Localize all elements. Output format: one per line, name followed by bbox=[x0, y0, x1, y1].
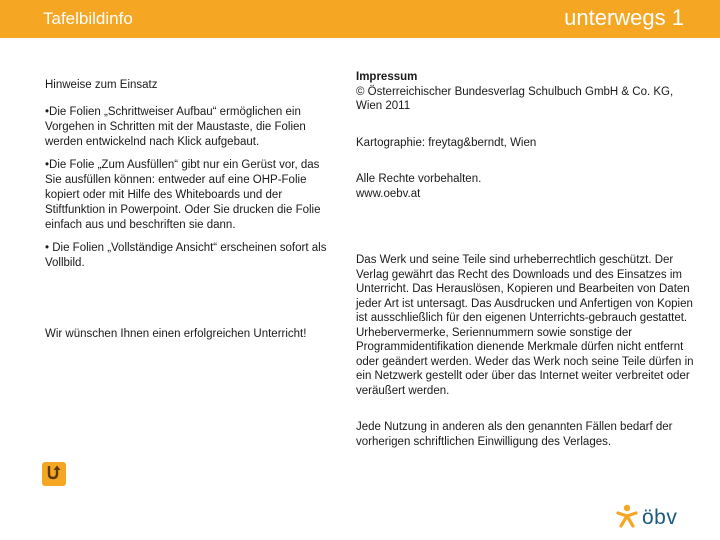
rights-reserved: Alle Rechte vorbehalten. bbox=[356, 173, 482, 185]
usage-heading: Hinweise zum Einsatz bbox=[45, 79, 158, 91]
return-arrow-icon bbox=[45, 463, 63, 486]
header-bar bbox=[0, 0, 720, 38]
impressum-column bbox=[356, 70, 696, 457]
closing-text: Wir wünschen Ihnen einen erfolgreichen Unterricht! bbox=[45, 328, 307, 340]
brand-title: unterwegs 1 bbox=[564, 5, 684, 30]
note-step-build: •Die Folien „Schrittweiser Aufbau“ ermöglichen ein Vorgehen in Schritten mit der Maustaste, die Folien werden entwickelnd nach Klick aufgebaut. bbox=[45, 106, 306, 148]
website-link[interactable]: www.oebv.at bbox=[356, 187, 421, 200]
page-title: Tafelbildinfo bbox=[43, 9, 133, 28]
logo-text: öbv bbox=[642, 506, 678, 529]
usage-consent-text: Jede Nutzung in anderen als den genannten Fällen bedarf der vorherigen schriftlichen Einwilligung des Verlages. bbox=[356, 421, 673, 448]
copyright-text: Das Werk und seine Teile sind urheberrechtlich geschützt. Der Verlag gewährt das Recht des Downloads und des Einsatzes im Unterricht. Das Herauslösen, Kopieren und Bearbeiten von Daten jeder Art ist untersagt. Das Ausdrucken und Anfertigen von Kopien ist ausschließlich für den eigenen Unterrichts-gebrauch gestattet. Urhebervermerke, Seriennummern sowie sonstige der Programmidentifikation dienende Merkmale dürfen nicht entfernt oder geändert werden. Weder das Werk noch seine Teile dürfen in ein Netzwerk gestellt oder über das Internet weiter verbreitet oder veräußert werden. bbox=[356, 254, 694, 397]
return-button[interactable] bbox=[42, 462, 66, 486]
cartography-credit: Kartographie: freytag&berndt, Wien bbox=[356, 136, 537, 149]
impressum-text: © Österreichischer Bundesverlag Schulbuch GmbH & Co. KG, Wien 2011 bbox=[356, 85, 674, 112]
oebv-logo bbox=[616, 505, 686, 531]
usage-notes bbox=[45, 78, 330, 350]
note-fill-in: •Die Folie „Zum Ausfüllen“ gibt nur ein Gerüst vor, das Sie ausfüllen können: entweder auf eine OHP-Folie kopiert oder mit Hilfe des Whiteboards und der Stiftfunktion in Powerpoint. Oder Sie drucken die Folie einfach aus und beschriften sie dann. bbox=[45, 159, 321, 231]
note-full-view: • Die Folien „Vollständige Ansicht“ erscheinen sofort als Vollbild. bbox=[45, 242, 327, 269]
oebv-figure-icon bbox=[616, 504, 638, 533]
impressum-title: Impressum bbox=[356, 71, 418, 83]
